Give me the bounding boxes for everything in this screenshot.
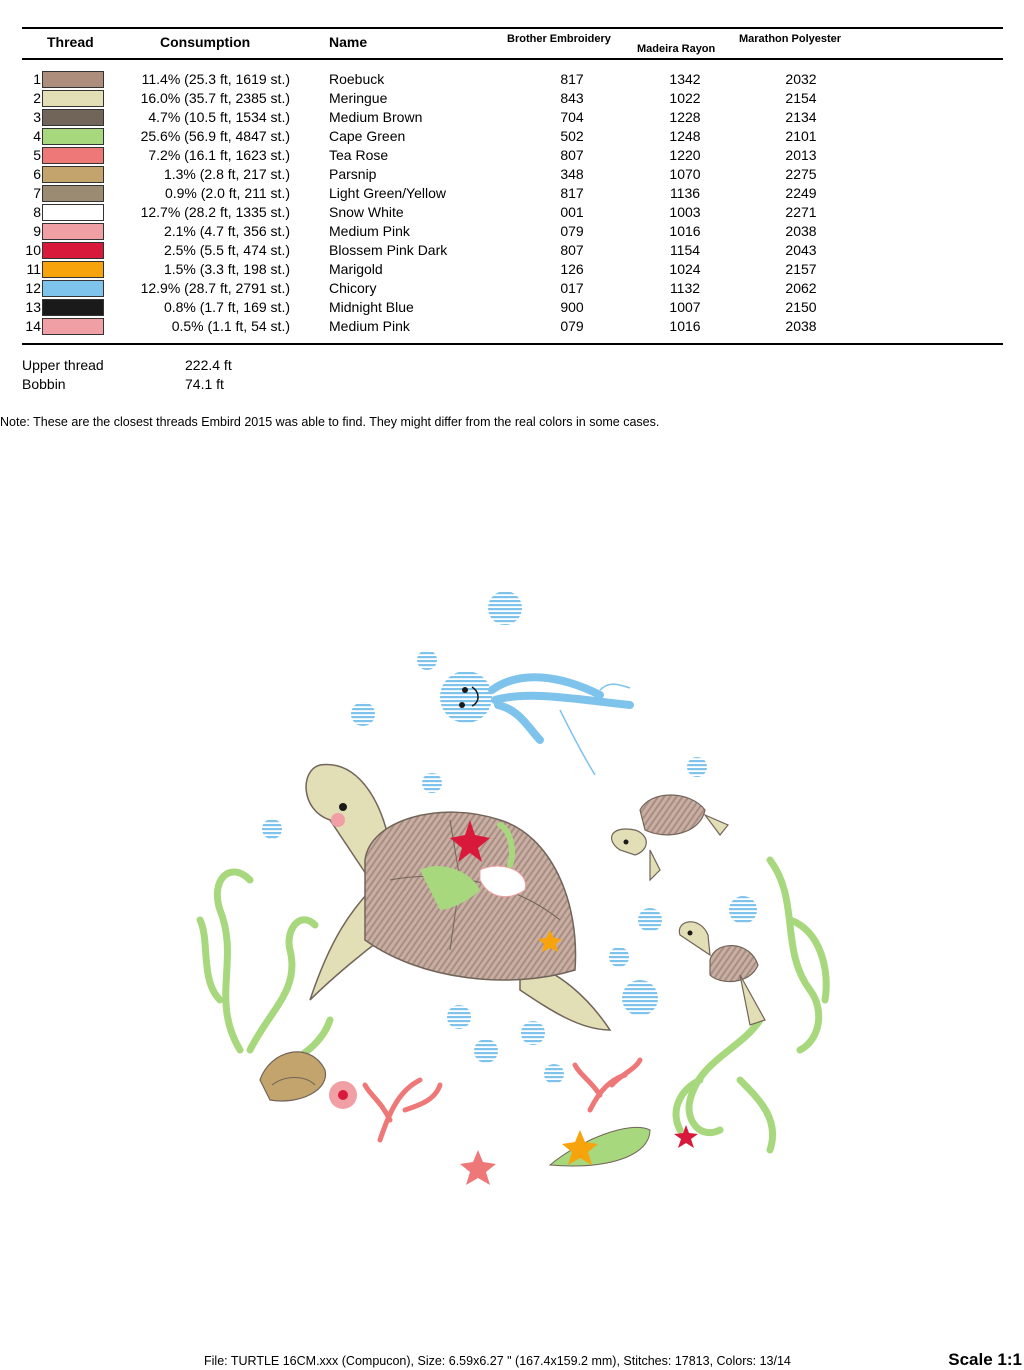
color-swatch — [42, 242, 104, 259]
marathon-code: 2043 — [785, 242, 817, 258]
marathon-code: 2032 — [785, 71, 817, 87]
thread-number: 3 — [33, 109, 41, 125]
thread-name: Snow White — [329, 204, 404, 220]
marathon-code: 2101 — [785, 128, 817, 144]
thread-number: 11 — [26, 261, 41, 277]
thread-row — [0, 317, 1024, 336]
thread-row — [0, 203, 1024, 222]
consumption-value: 1.5% (3.3 ft, 198 st.) — [163, 261, 290, 277]
thread-number: 9 — [33, 223, 41, 239]
thread-row — [0, 165, 1024, 184]
thread-name: Parsnip — [329, 166, 377, 182]
footer-file-info: File: TURTLE 16CM.xxx (Compucon), Size: 6.59x6.27 " (167.4x159.2 mm), Stitches: 17813, Colors: 13/14 — [204, 1354, 791, 1368]
color-swatch — [42, 109, 104, 126]
thread-row — [0, 298, 1024, 317]
madeira-code: 1070 — [669, 166, 701, 182]
small-turtle-top — [612, 795, 728, 880]
thread-number: 13 — [25, 299, 41, 315]
consumption-value: 0.9% (2.0 ft, 211 st.) — [164, 185, 290, 201]
consumption-value: 11.4% (25.3 ft, 1619 st.) — [141, 71, 290, 87]
color-swatch — [42, 299, 104, 316]
consumption-value: 7.2% (16.1 ft, 1623 st.) — [148, 147, 290, 163]
consumption-value: 0.5% (1.1 ft, 54 st.) — [171, 318, 290, 334]
marathon-code: 2013 — [785, 147, 817, 163]
marathon-code: 2038 — [785, 318, 817, 334]
header-madeira: Madeira Rayon — [637, 43, 716, 55]
thread-row — [0, 184, 1024, 203]
madeira-code: 1132 — [669, 280, 701, 296]
marathon-code: 2150 — [785, 299, 817, 315]
madeira-code: 1022 — [669, 90, 701, 106]
madeira-code: 1228 — [669, 109, 701, 125]
thread-name: Marigold — [329, 261, 383, 277]
madeira-code: 1248 — [669, 128, 701, 144]
thread-row — [0, 260, 1024, 279]
marathon-code: 2249 — [785, 185, 817, 201]
bobbin-value: 74.1 ft — [185, 376, 224, 392]
header-brother: Brother Embroidery — [507, 33, 611, 45]
thread-name: Medium Pink — [329, 318, 410, 334]
consumption-value: 16.0% (35.7 ft, 2385 st.) — [140, 90, 290, 106]
thread-number: 2 — [33, 90, 41, 106]
upper-thread-label: Upper thread — [22, 357, 104, 373]
brother-code: 348 — [560, 166, 584, 182]
bottom-rule — [22, 343, 1003, 345]
thread-name: Medium Brown — [329, 109, 423, 125]
marathon-code: 2154 — [785, 90, 817, 106]
thread-number: 8 — [33, 204, 41, 220]
brother-code: 807 — [560, 147, 584, 163]
consumption-value: 4.7% (10.5 ft, 1534 st.) — [148, 109, 290, 125]
thread-number: 12 — [25, 280, 41, 296]
consumption-value: 12.7% (28.2 ft, 1335 st.) — [140, 204, 290, 220]
coral-pink — [365, 1060, 640, 1140]
embroidery-design-image — [180, 580, 860, 1220]
thread-row — [0, 222, 1024, 241]
marathon-code: 2271 — [785, 204, 817, 220]
note-text: Note: These are the closest threads Embird 2015 was able to find. They might differ from the real colors in some cases. — [0, 415, 660, 429]
madeira-code: 1016 — [669, 223, 701, 239]
seashell-left — [260, 1052, 326, 1101]
consumption-value: 2.5% (5.5 ft, 474 st.) — [163, 242, 290, 258]
madeira-code: 1220 — [669, 147, 701, 163]
thread-row — [0, 70, 1024, 89]
madeira-code: 1003 — [669, 204, 701, 220]
brother-code: 126 — [560, 261, 584, 277]
marathon-code: 2275 — [785, 166, 817, 182]
consumption-value: 2.1% (4.7 ft, 356 st.) — [163, 223, 290, 239]
color-swatch — [42, 128, 104, 145]
brother-code: 843 — [560, 90, 584, 106]
scale-label: Scale 1:1 — [948, 1350, 1022, 1369]
brother-code: 807 — [560, 242, 584, 258]
color-swatch — [42, 261, 104, 278]
thread-row — [0, 279, 1024, 298]
brother-code: 079 — [560, 223, 584, 239]
consumption-value: 0.8% (1.7 ft, 169 st.) — [163, 299, 290, 315]
thread-row — [0, 108, 1024, 127]
color-swatch — [42, 90, 104, 107]
thread-number: 7 — [33, 185, 41, 201]
consumption-value: 12.9% (28.7 ft, 2791 st.) — [140, 280, 290, 296]
thread-name: Blossem Pink Dark — [329, 242, 448, 258]
madeira-code: 1007 — [669, 299, 701, 315]
madeira-code: 1342 — [669, 71, 701, 87]
marathon-code: 2038 — [785, 223, 817, 239]
big-turtle — [306, 765, 610, 1030]
thread-name: Midnight Blue — [329, 299, 414, 315]
thread-number: 10 — [25, 242, 41, 258]
upper-thread-value: 222.4 ft — [185, 357, 232, 373]
flower — [329, 1081, 357, 1109]
thread-name: Light Green/Yellow — [329, 185, 447, 201]
color-swatch — [42, 185, 104, 202]
thread-name: Medium Pink — [329, 223, 410, 239]
thread-row — [0, 127, 1024, 146]
header-consumption: Consumption — [160, 34, 251, 50]
thread-name: Tea Rose — [329, 147, 389, 163]
header-name: Name — [329, 34, 368, 50]
color-swatch — [42, 318, 104, 335]
madeira-code: 1154 — [669, 242, 701, 258]
seaweed-left — [200, 872, 330, 1080]
color-swatch — [42, 223, 104, 240]
small-turtle-right — [679, 922, 765, 1025]
thread-number: 4 — [33, 128, 41, 144]
thread-number: 1 — [33, 71, 41, 87]
bobbin-label: Bobbin — [22, 376, 66, 392]
thread-name: Meringue — [329, 90, 388, 106]
marathon-code: 2062 — [785, 280, 817, 296]
brother-code: 704 — [560, 109, 584, 125]
header-thread: Thread — [47, 34, 94, 50]
madeira-code: 1024 — [669, 261, 701, 277]
thread-name: Roebuck — [329, 71, 385, 87]
thread-number: 6 — [33, 166, 41, 182]
brother-code: 502 — [560, 128, 584, 144]
thread-number: 14 — [25, 318, 41, 334]
color-swatch — [42, 166, 104, 183]
brother-code: 900 — [560, 299, 584, 315]
seashell-right — [550, 1127, 650, 1166]
thread-row — [0, 146, 1024, 165]
thread-name: Cape Green — [329, 128, 406, 144]
madeira-code: 1136 — [669, 185, 701, 201]
color-swatch — [42, 71, 104, 88]
brother-code: 001 — [560, 204, 584, 220]
thread-row — [0, 89, 1024, 108]
thread-name: Chicory — [329, 280, 377, 296]
jellyfish — [440, 671, 630, 775]
thread-row — [0, 241, 1024, 260]
header-rule — [22, 58, 1003, 60]
consumption-value: 25.6% (56.9 ft, 4847 st.) — [140, 128, 290, 144]
color-swatch — [42, 147, 104, 164]
thread-number: 5 — [33, 147, 41, 163]
color-swatch — [42, 204, 104, 221]
marathon-code: 2134 — [785, 109, 817, 125]
brother-code: 079 — [560, 318, 584, 334]
color-swatch — [42, 280, 104, 297]
brother-code: 017 — [560, 280, 584, 296]
consumption-value: 1.3% (2.8 ft, 217 st.) — [163, 166, 290, 182]
madeira-code: 1016 — [669, 318, 701, 334]
brother-code: 817 — [560, 185, 584, 201]
brother-code: 817 — [560, 71, 584, 87]
marathon-code: 2157 — [785, 261, 817, 277]
top-rule — [22, 27, 1003, 29]
header-marathon: Marathon Polyester — [739, 33, 842, 45]
